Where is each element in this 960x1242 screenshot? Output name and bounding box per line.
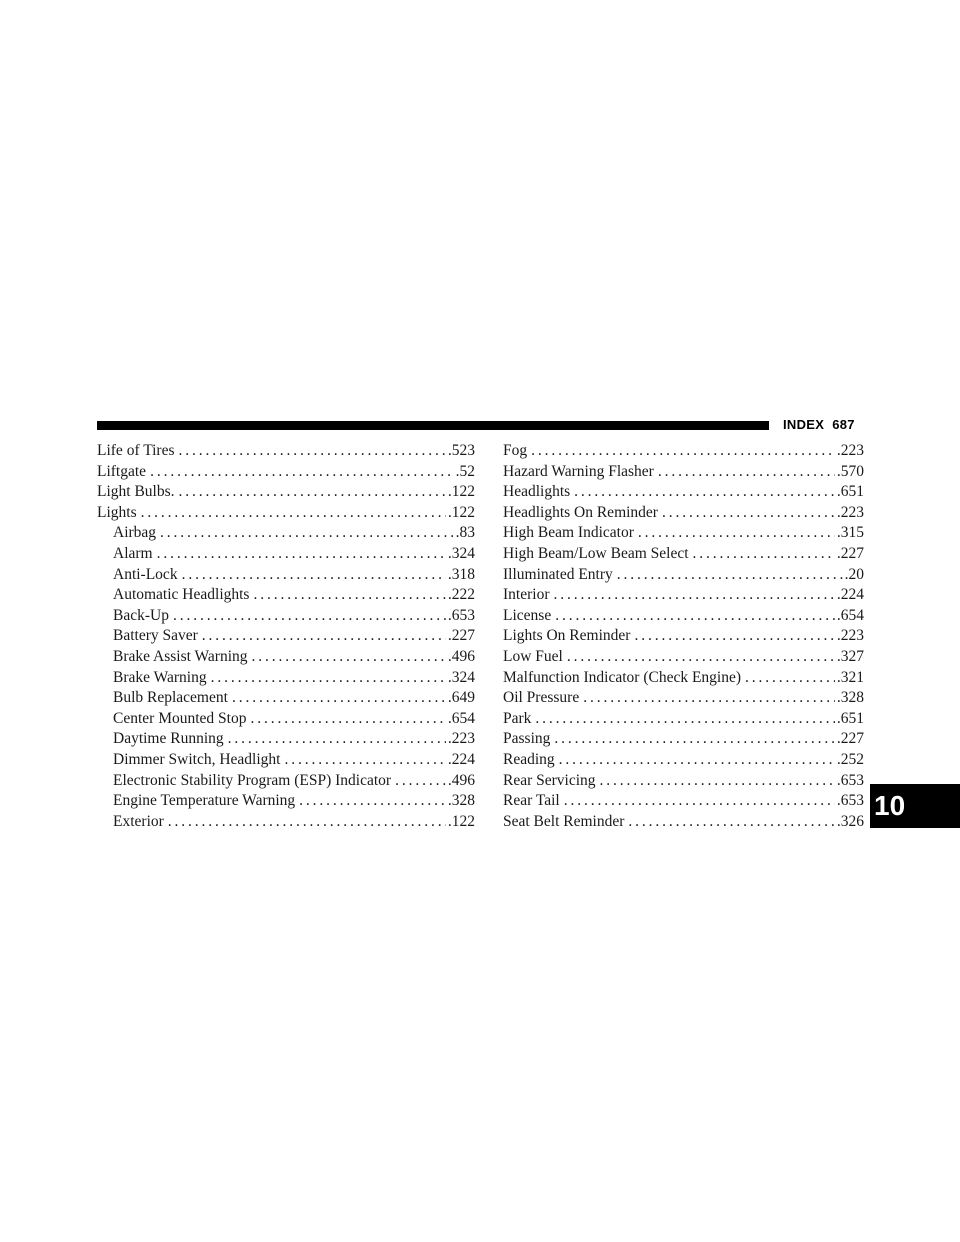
dot-leader [559, 750, 835, 771]
page-number: 687 [832, 417, 855, 432]
index-column-right [503, 441, 864, 832]
entry-page-number: .324 [447, 668, 475, 686]
index-subentry [97, 668, 475, 689]
dot-leader [745, 668, 835, 689]
entry-page-number: .496 [447, 771, 475, 789]
index-column-left [97, 441, 475, 832]
entry-page-number: .223 [836, 503, 864, 521]
entry-term: Illuminated Entry [503, 565, 613, 583]
entry-page-number: .651 [836, 709, 864, 727]
dot-leader [253, 585, 445, 606]
entry-term: Engine Temperature Warning [113, 792, 296, 810]
entry-term: Battery Saver [113, 627, 198, 645]
entry-page-number: .653 [836, 792, 864, 810]
dot-leader [160, 523, 454, 544]
entry-term: Rear Tail [503, 792, 560, 810]
entry-term: High Beam Indicator [503, 524, 634, 542]
index-entry [503, 668, 864, 689]
entry-term: Daytime Running [113, 730, 224, 748]
index-entry [503, 565, 864, 586]
dot-leader [574, 482, 835, 503]
dot-leader [553, 585, 834, 606]
entry-page-number: .227 [447, 627, 475, 645]
index-entry [503, 544, 864, 565]
dot-leader [182, 565, 446, 586]
dot-leader [173, 606, 446, 627]
entry-page-number: .20 [844, 565, 864, 583]
index-entry [503, 503, 864, 524]
dot-leader [299, 791, 446, 812]
entry-term: License [503, 606, 552, 624]
entry-term: Lights On Reminder [503, 627, 631, 645]
index-entry [503, 750, 864, 771]
entry-term: Bulb Replacement [113, 689, 228, 707]
entry-term: Reading [503, 750, 555, 768]
index-entry [503, 585, 864, 606]
dot-leader [250, 709, 445, 730]
entry-page-number: .654 [447, 709, 475, 727]
entry-page-number: .327 [836, 647, 864, 665]
index-subentry [97, 626, 475, 647]
dot-leader [228, 729, 446, 750]
dot-leader [535, 709, 834, 730]
entry-term: Liftgate [97, 462, 147, 480]
dot-leader [284, 750, 445, 771]
entry-term: Electronic Stability Program (ESP) Indicator [113, 771, 392, 789]
running-header [783, 417, 855, 432]
entry-page-number: .654 [836, 606, 864, 624]
entry-term: Automatic Headlights [113, 586, 250, 604]
index-entry [97, 441, 475, 462]
entry-page-number: .252 [836, 750, 864, 768]
index-subentry [97, 791, 475, 812]
entry-term: Headlights On Reminder [503, 503, 658, 521]
index-entry [503, 441, 864, 462]
entry-page-number: .328 [836, 689, 864, 707]
entry-page-number: .496 [447, 647, 475, 665]
entry-term: Alarm [113, 544, 153, 562]
index-entry [503, 626, 864, 647]
entry-term: High Beam/Low Beam Select [503, 544, 689, 562]
entry-term: Hazard Warning Flasher [503, 462, 654, 480]
index-entry [97, 482, 475, 503]
dot-leader [628, 812, 834, 833]
entry-term: Back-Up [113, 606, 169, 624]
entry-page-number: .651 [836, 483, 864, 501]
index-entry [503, 729, 864, 750]
index-subentry [97, 688, 475, 709]
entry-term: Oil Pressure [503, 689, 580, 707]
entry-page-number: .223 [447, 730, 475, 748]
entry-page-number: .649 [447, 689, 475, 707]
dot-leader [150, 462, 454, 483]
entry-page-number: .52 [455, 462, 475, 480]
index-entry [503, 482, 864, 503]
entry-page-number: .326 [836, 812, 864, 830]
entry-page-number: .224 [447, 750, 475, 768]
dot-leader [583, 688, 835, 709]
entry-term: Lights [97, 503, 137, 521]
index-subentry [97, 647, 475, 668]
index-subentry [97, 606, 475, 627]
index-entry [503, 606, 864, 627]
entry-term: Rear Servicing [503, 771, 596, 789]
entry-term: Brake Warning [113, 668, 207, 686]
dot-leader [554, 729, 835, 750]
chapter-tab: 10 [870, 784, 960, 828]
entry-page-number: .222 [447, 586, 475, 604]
entry-term: Park [503, 709, 532, 727]
index-entry [503, 791, 864, 812]
index-entry [503, 462, 864, 483]
entry-page-number: .227 [836, 730, 864, 748]
index-subentry [97, 812, 475, 833]
dot-leader [617, 565, 843, 586]
index-subentry [97, 750, 475, 771]
index-subentry [97, 771, 475, 792]
entry-page-number: .318 [447, 565, 475, 583]
index-entry [503, 709, 864, 730]
dot-leader [662, 503, 835, 524]
entry-term: Brake Assist Warning [113, 647, 248, 665]
entry-term: Low Fuel [503, 647, 563, 665]
entry-term: Center Mounted Stop [113, 709, 247, 727]
dot-leader [531, 441, 835, 462]
entry-term: Fog [503, 442, 528, 459]
index-entry [503, 688, 864, 709]
index-entry [97, 503, 475, 524]
dot-leader [157, 544, 446, 565]
entry-page-number: .653 [447, 606, 475, 624]
dot-leader [211, 668, 446, 689]
dot-leader [252, 647, 446, 668]
entry-page-number: .223 [836, 442, 864, 459]
dot-leader [555, 606, 835, 627]
entry-term: Exterior [113, 812, 164, 830]
dot-leader [395, 771, 446, 792]
entry-page-number: .122 [447, 503, 475, 521]
entry-term: Interior [503, 586, 550, 604]
index-subentry [97, 709, 475, 730]
entry-page-number: .523 [447, 442, 475, 459]
entry-term: Airbag [113, 524, 157, 542]
index-entry [503, 812, 864, 833]
index-subentry [97, 523, 475, 544]
entry-page-number: .570 [836, 462, 864, 480]
dot-leader [564, 791, 835, 812]
entry-page-number: .122 [447, 483, 475, 501]
index-entry [503, 523, 864, 544]
dot-leader [202, 626, 446, 647]
dot-leader [567, 647, 835, 668]
entry-page-number: .227 [836, 544, 864, 562]
index-subentry [97, 585, 475, 606]
entry-term: Life of Tires [97, 442, 175, 459]
entry-term: Seat Belt Reminder [503, 812, 625, 830]
index-entry [503, 647, 864, 668]
entry-page-number: .321 [836, 668, 864, 686]
entry-term: Dimmer Switch, Headlight [113, 750, 281, 768]
dot-leader [179, 441, 446, 462]
section-title: INDEX [783, 417, 825, 432]
entry-term: Light Bulbs. [97, 483, 175, 501]
index-entry [503, 771, 864, 792]
header-rule [97, 421, 769, 430]
entry-page-number: .224 [836, 586, 864, 604]
entry-page-number: .328 [447, 792, 475, 810]
dot-leader [141, 503, 446, 524]
dot-leader [600, 771, 835, 792]
dot-leader [168, 812, 446, 833]
entry-term: Passing [503, 730, 551, 748]
entry-term: Anti-Lock [113, 565, 178, 583]
entry-page-number: .324 [447, 544, 475, 562]
entry-term: Malfunction Indicator (Check Engine) [503, 668, 742, 686]
index-subentry [97, 544, 475, 565]
entry-page-number: .653 [836, 771, 864, 789]
entry-term: Headlights [503, 483, 571, 501]
dot-leader [179, 482, 446, 503]
entry-page-number: .83 [455, 524, 475, 542]
dot-leader [634, 626, 834, 647]
index-entry [97, 462, 475, 483]
dot-leader [693, 544, 835, 565]
entry-page-number: .315 [836, 524, 864, 542]
dot-leader [232, 688, 446, 709]
entry-page-number: .122 [447, 812, 475, 830]
dot-leader [658, 462, 835, 483]
dot-leader [638, 523, 835, 544]
index-subentry [97, 565, 475, 586]
entry-page-number: .223 [836, 627, 864, 645]
index-subentry [97, 729, 475, 750]
